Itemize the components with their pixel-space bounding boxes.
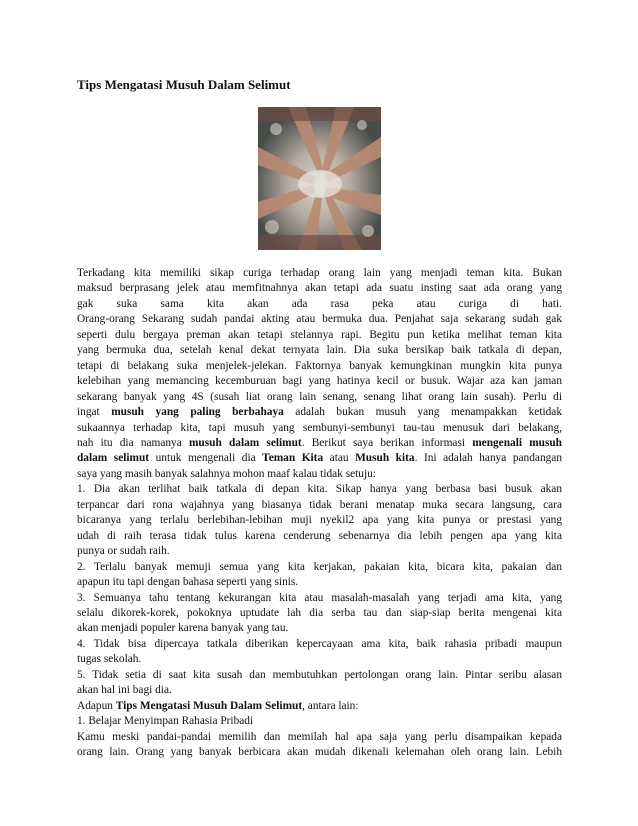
- text-run: saya yang masih banyak salahnya mohon maaf kalau tidak setuju:: [77, 467, 376, 480]
- bold-phrase: dalam selimut: [77, 452, 150, 465]
- text-run: ingat: [77, 406, 112, 419]
- body-line: [77, 436, 562, 451]
- hands-together-photo: [258, 107, 381, 250]
- text-run: kelebihan yang memancing kecemburuan bagi yang hatinya kecil or busuk. Wajar aza kan jaman: [77, 375, 562, 388]
- body-line: [77, 730, 562, 745]
- text-run: . Ini adalah hanya pandangan: [414, 452, 562, 465]
- text-run: tugas sekolah.: [77, 653, 142, 666]
- text-run: , antara lain:: [302, 699, 359, 712]
- text-run: apapun itu tapi dengan bahasa seperti yang sinis.: [77, 576, 299, 589]
- text-run: akan menjadi populer karena banyak yang tau.: [77, 622, 289, 635]
- text-run: akan hal ini bagi dia.: [77, 684, 172, 697]
- body-line: [77, 699, 562, 714]
- body-line: [77, 421, 562, 436]
- hands-photo-illustration: [258, 107, 381, 250]
- text-run: Orang-orang Sekarang sudah pandai akting atau bermuka dua. Penjahat saja sekarang sudah gak: [77, 313, 562, 326]
- body-line: [77, 482, 562, 497]
- text-run: adalah bukan musuh yang menampakkan ketidak: [283, 406, 562, 419]
- text-run: untuk mengenali dia: [149, 452, 263, 465]
- text-run: atau: [323, 452, 356, 465]
- body-line: [77, 745, 562, 760]
- body-line: [77, 498, 562, 513]
- text-run: 4. Tidak bisa dipercaya tatkala diberikan kepercayaan ama kita, baik rahasia pribadi maupun: [77, 637, 562, 650]
- text-run: Adapun: [77, 699, 116, 712]
- body-line: [77, 513, 562, 528]
- body-line: [77, 405, 562, 420]
- page-title: Tips Mengatasi Musuh Dalam Selimut: [77, 77, 291, 92]
- bold-phrase: musuh yang paling berbahaya: [111, 406, 284, 419]
- text-run: 1. Belajar Menyimpan Rahasia Pribadi: [77, 715, 254, 728]
- text-run: 3. Semuanya tahu tentang kekurangan kita atau masalah-masalah yang terjadi ama kita, yang: [77, 591, 562, 604]
- text-run: orang lain. Orang yang banyak berbicara akan mudah dikenali kelemahan oleh orang lain. Lebih: [77, 746, 562, 759]
- text-run: selalu dikorek-korek, pokoknya uptudate lah dia serba tau dan siap-siap berita mengenai kita: [77, 606, 562, 619]
- text-run: 5. Tidak setia di saat kita susah dan membutuhkan pertolongan orang lain. Pintar seribu alasan: [77, 668, 562, 681]
- text-run: yang bermuka dua, setelah kenal dekat ternyata lain. Dia suka bersikap baik tatkala di depan,: [77, 344, 562, 357]
- text-run: sekarang banyak yang 4S (susah liat orang lain senang, senang lihat orang lain susah). Perlu di: [77, 390, 562, 403]
- body-line: [77, 328, 562, 343]
- body-line: [77, 544, 562, 559]
- bold-phrase: musuh dalam selimut: [188, 436, 302, 449]
- body-line: [77, 560, 562, 575]
- text-run: nah itu dia namanya: [77, 436, 189, 449]
- body-line: [77, 359, 562, 374]
- body-line: [77, 652, 562, 667]
- body-line: [77, 591, 562, 606]
- body-line: [77, 683, 562, 698]
- body-line: [77, 390, 562, 405]
- text-run: terpancar dari rona wajahnya yang biasanya tidak berani menatap muka secara langsung, cara: [77, 498, 562, 511]
- body-line: [77, 343, 562, 358]
- text-run: . Berikut saya berikan informasi: [301, 436, 473, 449]
- body-line: [77, 374, 562, 389]
- text-run: Terkadang kita memiliki sikap curiga terhadap orang lain yang menjadi teman kita. Bukan: [77, 267, 562, 279]
- body-line: [77, 529, 562, 544]
- text-run: seperti dulu bergaya preman akan tetapi stelannya rapi. Begitu pun ketika melihat teman kita: [77, 328, 562, 341]
- text-run: bicaranya yang terlalu berlebihan-lebihan muji nyekil2 apa yang kita punya or prestasi yang: [77, 514, 562, 527]
- text-run: maksud berprasang jelek atau memfitnahnya akan tetapi ada suatu insting saat ada orang yang: [77, 282, 562, 295]
- text-run: punya or sudah raih.: [77, 545, 170, 558]
- bold-phrase: Tips Mengatasi Musuh Dalam Selimut: [115, 699, 303, 712]
- body-line: [77, 575, 562, 590]
- body-line: [77, 467, 562, 482]
- body-line: [77, 297, 562, 312]
- body-line: [77, 714, 562, 729]
- text-run: gak suka sama kita akan ada rasa peka atau curiga di hati.: [77, 297, 562, 310]
- body-line: [77, 621, 562, 636]
- text-run: 2. Terlalu banyak memuji semua yang kita kerjakan, pakaian kita, bicara kita, pakaian dan: [77, 560, 562, 573]
- body-line: [77, 281, 562, 296]
- body-line: [77, 266, 562, 281]
- body-line: [77, 637, 562, 652]
- text-run: 1. Dia akan terlihat baik tatkala di depan kita. Sikap hanya yang berbasa basi busuk akan: [77, 483, 562, 496]
- body-line: [77, 312, 562, 327]
- bold-phrase: Teman Kita: [262, 452, 324, 465]
- body-line: [77, 668, 562, 683]
- body-line: [77, 451, 562, 466]
- body-line: [77, 606, 562, 621]
- text-run: Kamu meski pandai-pandai memilih dan memilah hal apa saja yang perlu disampaikan kepada: [77, 730, 562, 743]
- article-body: [77, 266, 562, 761]
- bold-phrase: Musuh kita: [355, 452, 415, 465]
- bold-phrase: mengenali musuh: [472, 436, 562, 449]
- text-run: sukaannya terhadap kita, tapi musuh yang sembunyi-sembunyi tau-tau menusuk dari belakang,: [77, 421, 562, 434]
- text-run: tetapi di belakang suka menjelek-jelekan. Faktornya banyak kemungkinan mungkin kita punya: [77, 359, 562, 372]
- text-run: udah di raih terasa tidak tulus karena cenderung sebenarnya dia lebih pengen apa yang kita: [77, 529, 562, 542]
